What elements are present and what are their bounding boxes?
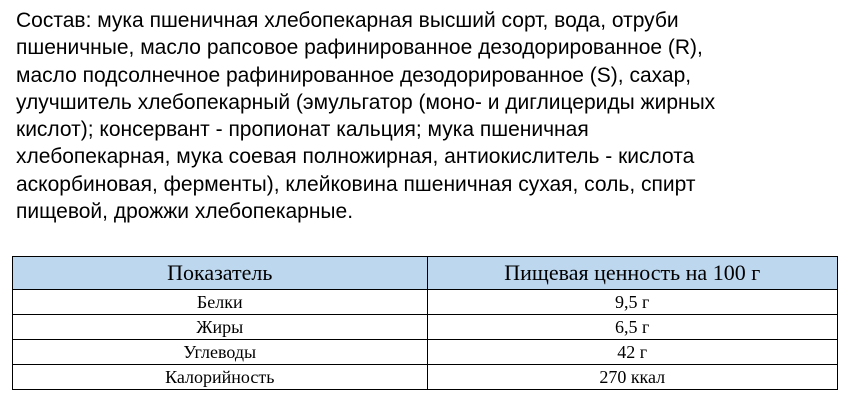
- row-value-cell: 42 г: [427, 340, 838, 365]
- table-row: [13, 340, 838, 365]
- header-nutritional-value: Пищевая ценность на 100 г: [427, 257, 838, 290]
- row-name-cell: Калорийность: [13, 365, 428, 390]
- composition-line: пшеничные, масло рапсовое рафинированное дезодорированное (R),: [16, 36, 703, 60]
- row-value-cell: 6,5 г: [427, 315, 838, 340]
- composition-text: [16, 7, 836, 225]
- row-value-cell: 9,5 г: [427, 290, 838, 315]
- composition-line: улучшитель хлебопекарный (эмульгатор (моно- и диглицериды жирных: [16, 90, 716, 114]
- header-indicator: Показатель: [13, 257, 428, 290]
- row-name-cell: Углеводы: [13, 340, 428, 365]
- row-name-cell: Белки: [13, 290, 428, 315]
- composition-line: Состав: мука пшеничная хлебопекарная высший сорт, вода, отруби: [16, 9, 679, 32]
- nutrition-table: [12, 256, 838, 390]
- composition-line: хлебопекарная, мука соевая полножирная, антиокислитель - кислота: [16, 145, 695, 169]
- table-header-row: [13, 257, 838, 290]
- table-row: [13, 365, 838, 390]
- composition-line: масло подсолнечное рафинированное дезодорированное (S), сахар,: [16, 63, 692, 87]
- row-value-cell: 270 ккал: [427, 365, 838, 390]
- composition-line: кислот); консервант - пропионат кальция; мука пшеничная: [16, 118, 589, 142]
- table-row: [13, 315, 838, 340]
- composition-line: аскорбиновая, ферменты), клейковина пшеничная сухая, соль, спирт: [16, 172, 696, 196]
- composition-line: пищевой, дрожжи хлебопекарные.: [16, 200, 354, 224]
- row-name-cell: Жиры: [13, 315, 428, 340]
- table-row: [13, 290, 838, 315]
